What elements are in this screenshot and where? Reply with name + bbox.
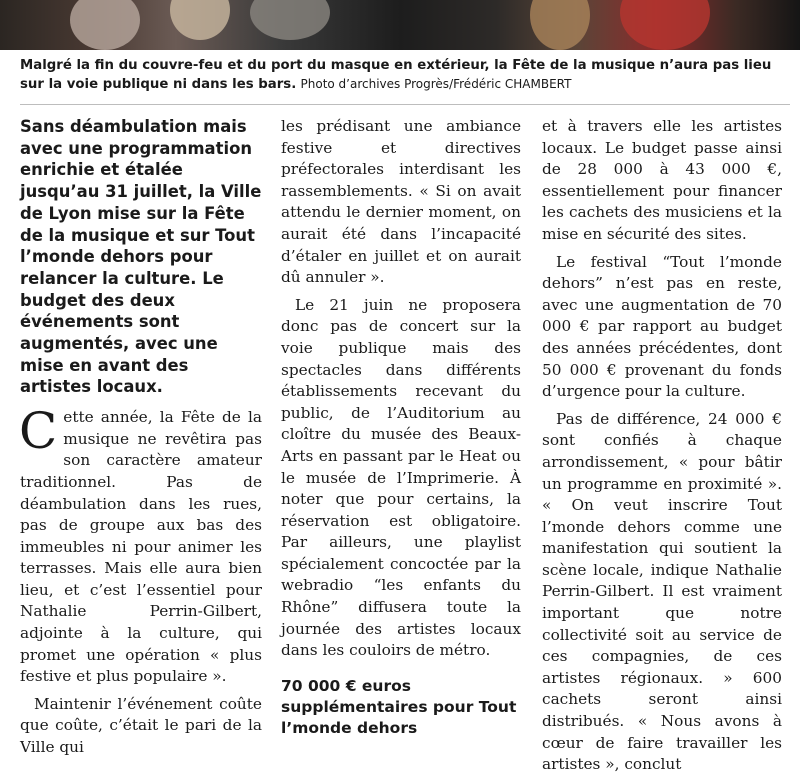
caption-text: Malgré la fin du couvre-feu et du port du masque en extérieur, la Fête de la musique n’aura pas lieu sur la voie publique ni dans les bars. (20, 58, 772, 92)
article-paragraph: les prédisant une ambiance festive et directives préfectorales interdisant les rassemblements. « Si on avait attendu le dernier moment, on aurait été dans l’incapacité d’étaler en juillet et on aurait dû annuler ». (281, 117, 521, 287)
photo-credit: Photo d’archives Progrès/Frédéric CHAMBERT (300, 77, 572, 91)
article-column-2 (281, 116, 521, 739)
article-photo (0, 0, 800, 50)
article-paragraph (19, 402, 262, 688)
article-subheading: 70 000 € euros supplémentaires pour Tout l’monde dehors (281, 676, 517, 737)
article-paragraph: et à travers elle les artistes locaux. Le budget passe ainsi de 28 000 à 43 000 €, essentiellement pour financer les cachets des musiciens et la mise en sécurité des sites. (542, 117, 782, 243)
paragraph-text: ette année, la Fête de la musique ne revêtira pas son caractère amateur traditionnel. Pas de déambulation dans les rues, pas de groupe aux bas des immeubles ni pour animer les terrasses. Mais elle aura bien lieu, et c’est l’essentiel pour Nathalie Perrin-Gilbert, adjointe à la culture, qui promet une opération « plus festive et plus populaire ». (20, 408, 262, 686)
article-column-3 (542, 116, 782, 776)
article-paragraph: Le 21 juin ne proposera donc pas de concert sur la voie publique mais des spectacles dans différents établissements recevant du public, de l’Auditorium au cloître du musée des Beaux-Arts en passant par le Heat ou le musée de l’Imprimerie. À noter que pour certains, la réservation est obligatoire. Par ailleurs, une playlist spécialement concoctée par la webradio “les enfants du Rhône” diffusera toute la journée des artistes locaux dans les couloirs de métro. (281, 295, 521, 660)
article-paragraph: Pas de différence, 24 000 € sont confiés à chaque arrondissement, « pour bâtir un programme en proximité ». « On veut inscrire Tout l’monde dehors comme une manifestation qui soutient la scène locale, indique Nathalie Perrin-Gilbert. Il est vraiment important que notre collectivité soit au service de ces compagnies, de ces artistes régionaux. » 600 cachets seront ainsi distribués. « Nous avons à cœur de faire travailler les artistes », conclut (542, 409, 782, 774)
article-lede: Sans déambulation mais avec une programmation enrichie et étalée jusqu’au 31 juillet, la Ville de Lyon mise sur la Fête de la musique et sur Tout l’monde dehors pour relancer la culture. Le budget des deux événements sont augmentés, avec une mise en avant des artistes locaux. (20, 117, 262, 397)
article-column-1 (20, 116, 262, 759)
article-paragraph: Le festival “Tout l’monde dehors” n’est pas en reste, avec une augmentation de 70 000 € par rapport au budget des années précédentes, dont 50 000 € provenant du fonds d’urgence pour la culture. (542, 252, 782, 401)
photo-caption (20, 56, 790, 94)
caption-divider (20, 104, 790, 105)
drop-cap: C (19, 402, 58, 461)
article-paragraph: Maintenir l’événement coûte que coûte, c’était le pari de la Ville qui (20, 694, 262, 757)
